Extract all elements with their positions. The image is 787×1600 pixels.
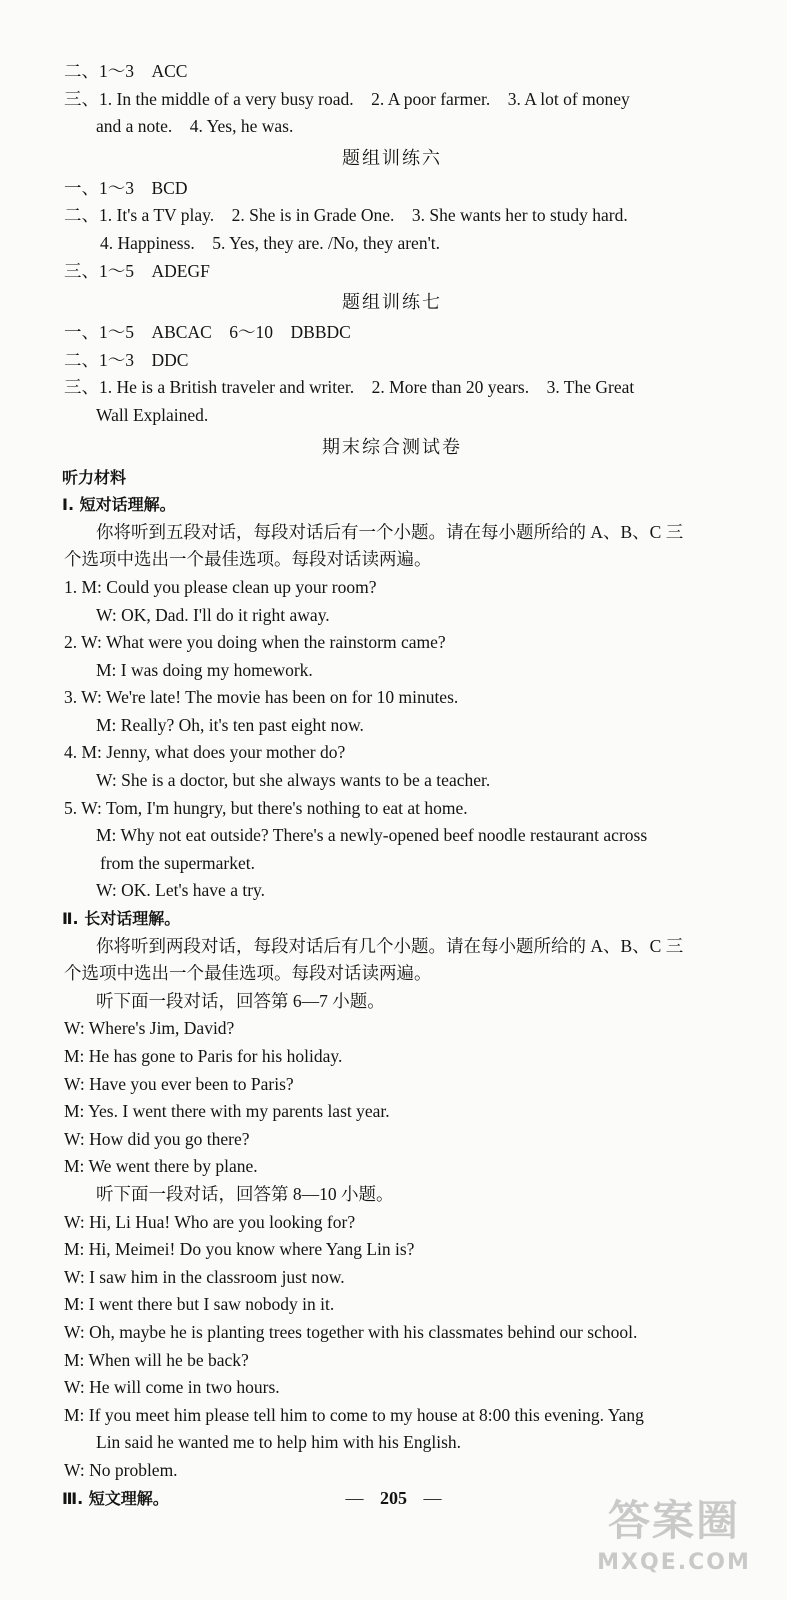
text-line: W: She is a doctor, but she always wants to be a teacher. [96, 770, 491, 791]
section-heading: Ⅲ. 短文理解。 [62, 1488, 169, 1508]
text-line: 个选项中选出一个最佳选项。每段对话读两遍。 [64, 963, 432, 984]
watermark-url: MXQE.COM [597, 1550, 751, 1575]
text-line: Wall Explained. [96, 404, 209, 425]
text-line: W: OK. Let's have a try. [96, 880, 266, 901]
section-heading: 听力材料 [62, 467, 127, 487]
text-line: 听下面一段对话，回答第 8—10 小题。 [96, 1183, 394, 1204]
watermark-text: 答案圈 [607, 1496, 740, 1545]
text-line: W: Hi, Li Hua! Who are you looking for? [64, 1211, 356, 1232]
text-line: Lin said he wanted me to help him with his English. [96, 1432, 462, 1453]
section-title: 题组训练六 [342, 147, 442, 168]
text-line: M: If you meet him please tell him to come to my house at 8:00 this evening. Yang [64, 1404, 644, 1425]
section-heading: Ⅱ. 长对话理解。 [62, 909, 181, 929]
text-line: W: Have you ever been to Paris? [64, 1073, 294, 1094]
text-line: 你将听到两段对话，每段对话后有几个小题。请在每小题所给的 A、B、C 三 [96, 935, 684, 956]
text-line: M: I went there but I saw nobody in it. [64, 1294, 335, 1315]
text-line: 听下面一段对话，回答第 6—7 小题。 [96, 990, 385, 1011]
text-line: 二、1～3 ACC [64, 61, 188, 81]
text-line: M: He has gone to Paris for his holiday. [64, 1046, 343, 1066]
document-body [62, 58, 722, 1512]
text-line: 三、1. In the middle of a very busy road. 2. A poor farmer. 3. A lot of money [64, 88, 630, 109]
text-line: W: Oh, maybe he is planting trees together with his classmates behind our school. [64, 1321, 638, 1342]
text-line: and a note. 4. Yes, he was. [96, 116, 294, 137]
text-line: W: I saw him in the classroom just now. [64, 1266, 345, 1287]
section-title: 期末综合测试卷 [322, 436, 462, 457]
text-line: M: Hi, Meimei! Do you know where Yang Lin is? [64, 1239, 415, 1260]
text-line: 三、1～5 ADEGF [64, 260, 210, 281]
text-line: 三、1. He is a British traveler and writer. 2. More than 20 years. 3. The Great [64, 377, 635, 398]
text-line: 二、1～3 DDC [64, 349, 189, 370]
section-heading: Ⅰ. 短对话理解。 [62, 495, 176, 515]
text-line: 个选项中选出一个最佳选项。每段对话读两遍。 [64, 549, 432, 570]
text-line: 4. Happiness. 5. Yes, they are. /No, they aren't. [100, 232, 440, 253]
text-line: W: OK, Dad. I'll do it right away. [96, 604, 330, 625]
text-line: 3. W: We're late! The movie has been on for 10 minutes. [64, 687, 459, 708]
text-line: M: Yes. I went there with my parents last year. [64, 1101, 390, 1122]
page-number: 205 [380, 1488, 407, 1508]
text-line: 5. W: Tom, I'm hungry, but there's nothing to eat at home. [64, 797, 468, 818]
text-line: 一、1～5 ABCAC 6～10 DBBDC [64, 322, 351, 343]
text-line: W: How did you go there? [64, 1128, 250, 1149]
text-line: 2. W: What were you doing when the rainstorm came? [64, 632, 446, 653]
text-line: from the supermarket. [100, 852, 256, 873]
section-title: 题组训练七 [342, 292, 442, 313]
text-line: M: Really? Oh, it's ten past eight now. [96, 714, 364, 735]
footer-dash-left: — [345, 1488, 364, 1508]
text-line: M: Why not eat outside? There's a newly-opened beef noodle restaurant across [96, 825, 648, 846]
text-line: 二、1. It's a TV play. 2. She is in Grade One. 3. She wants her to study hard. [64, 205, 628, 226]
text-line: W: Where's Jim, David? [64, 1018, 235, 1039]
text-line: 1. M: Could you please clean up your room? [64, 576, 377, 597]
text-line: 4. M: Jenny, what does your mother do? [64, 742, 346, 763]
text-line: M: When will he be back? [64, 1349, 249, 1370]
text-line: W: He will come in two hours. [64, 1377, 280, 1398]
text-line: M: I was doing my homework. [96, 659, 313, 680]
text-line: M: We went there by plane. [64, 1156, 258, 1177]
watermark-logo [579, 1492, 769, 1592]
text-line: 一、1～3 BCD [64, 177, 188, 198]
text-line: W: No problem. [64, 1459, 178, 1480]
footer-dash-right: — [423, 1488, 442, 1508]
text-line: 你将听到五段对话，每段对话后有一个小题。请在每小题所给的 A、B、C 三 [96, 521, 684, 542]
